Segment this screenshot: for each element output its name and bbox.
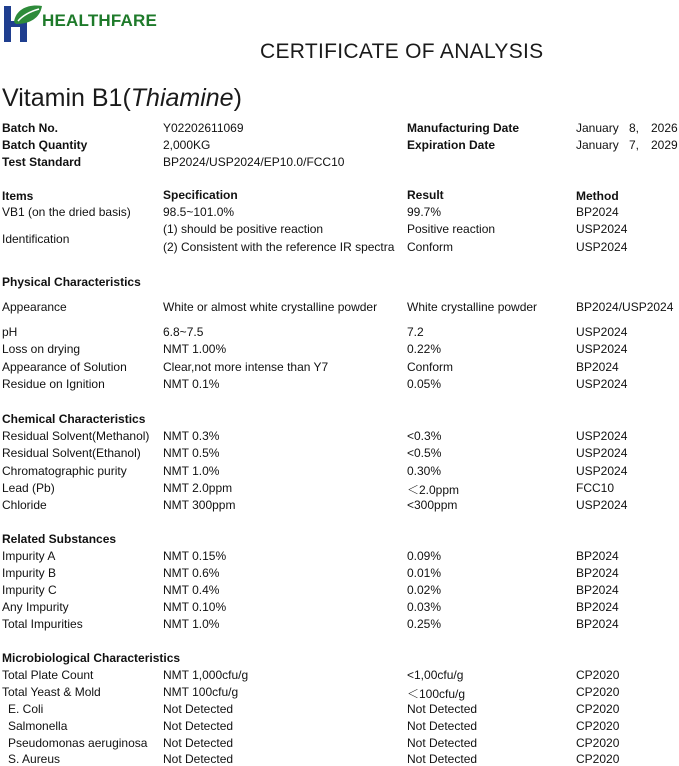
row-item: Salmonella xyxy=(8,719,68,733)
row-result: Not Detected xyxy=(407,752,478,766)
row-spec: NMT 0.3% xyxy=(163,429,220,443)
row-item: Appearance xyxy=(2,300,67,314)
row-spec: NMT 0.4% xyxy=(163,583,220,597)
healthfare-logo-icon xyxy=(2,2,46,46)
row-result: Not Detected xyxy=(407,736,478,750)
row-result: <0.5% xyxy=(407,446,442,460)
batch-qty-label: Batch Quantity xyxy=(2,138,88,152)
row-spec: NMT 1.0% xyxy=(163,617,220,631)
test-standard-label: Test Standard xyxy=(2,155,82,169)
column-header-result: Result xyxy=(407,188,444,202)
row-result: Conform xyxy=(407,360,454,374)
row-result: Not Detected xyxy=(407,719,478,733)
row-spec: NMT 1,000cfu/g xyxy=(163,668,249,682)
section-related: Related Substances xyxy=(2,532,117,546)
row-item: Residue on Ignition xyxy=(2,377,105,391)
row-spec: Clear,not more intense than Y7 xyxy=(163,360,329,374)
product-paren-open: ( xyxy=(122,84,131,112)
row-spec: 98.5~101.0% xyxy=(163,205,235,219)
row-spec: NMT 0.15% xyxy=(163,549,227,563)
row-result: ＜2.0ppm xyxy=(407,483,460,497)
mfg-date-year: 2026 xyxy=(651,121,678,135)
row-result: <1,00cfu/g xyxy=(407,668,464,682)
row-method: CP2020 xyxy=(576,668,620,682)
row-result: 0.01% xyxy=(407,566,442,580)
row-method: USP2024 xyxy=(576,240,628,254)
row-method: CP2020 xyxy=(576,719,620,733)
exp-date-year: 2029 xyxy=(651,138,678,152)
row-spec: NMT 0.10% xyxy=(163,600,227,614)
row-method: USP2024 xyxy=(576,429,628,443)
row-item: Total Yeast & Mold xyxy=(2,685,101,699)
row-spec: NMT 0.5% xyxy=(163,446,220,460)
row-result: 0.09% xyxy=(407,549,442,563)
exp-date-label: Expiration Date xyxy=(407,138,496,152)
row-spec: NMT 0.6% xyxy=(163,566,220,580)
brand-name: HEALTHFARE xyxy=(42,11,158,30)
row-method: BP2024 xyxy=(576,583,619,597)
row-spec: NMT 2.0ppm xyxy=(163,481,233,495)
row-item: Total Plate Count xyxy=(2,668,94,682)
mfg-date-month: January xyxy=(576,121,619,135)
row-method: BP2024 xyxy=(576,566,619,580)
row-result: 0.25% xyxy=(407,617,442,631)
row-item: Chromatographic purity xyxy=(2,464,127,478)
row-item: Impurity B xyxy=(2,566,57,580)
row-item: Pseudomonas aeruginosa xyxy=(8,736,148,750)
row-item: Identification xyxy=(2,232,70,246)
row-method: BP2024 xyxy=(576,360,619,374)
row-method: CP2020 xyxy=(576,702,620,716)
row-result: 0.03% xyxy=(407,600,442,614)
row-spec: (2) Consistent with the reference IR spectra xyxy=(163,240,395,254)
row-method: CP2020 xyxy=(576,752,620,766)
row-method: USP2024 xyxy=(576,464,628,478)
row-method: BP2024 xyxy=(576,205,619,219)
row-spec: Not Detected xyxy=(163,719,234,733)
product-name-italic: Thiamine xyxy=(130,84,234,112)
row-item: Appearance of Solution xyxy=(2,360,127,374)
row-result: Not Detected xyxy=(407,702,478,716)
row-method: CP2020 xyxy=(576,685,620,699)
mfg-date-day: 8, xyxy=(629,121,640,135)
row-method: BP2024 xyxy=(576,600,619,614)
row-spec: NMT 100cfu/g xyxy=(163,685,239,699)
exp-date-month: January xyxy=(576,138,619,152)
row-method: CP2020 xyxy=(576,736,620,750)
row-spec: 6.8~7.5 xyxy=(163,325,204,339)
row-method: USP2024 xyxy=(576,377,628,391)
row-item: Impurity A xyxy=(2,549,56,563)
row-result: <0.3% xyxy=(407,429,442,443)
row-result: 0.05% xyxy=(407,377,442,391)
row-spec: NMT 300ppm xyxy=(163,498,236,512)
row-item: Residual Solvent(Methanol) xyxy=(2,429,150,443)
column-header-items: Items xyxy=(2,189,34,203)
section-micro: Microbiological Characteristics xyxy=(2,651,181,665)
product-title xyxy=(2,84,242,113)
row-method: USP2024 xyxy=(576,222,628,236)
row-spec: NMT 1.00% xyxy=(163,342,227,356)
row-method: FCC10 xyxy=(576,481,615,495)
column-header-spec: Specification xyxy=(163,188,238,202)
row-item: Residual Solvent(Ethanol) xyxy=(2,446,141,460)
section-physical: Physical Characteristics xyxy=(2,275,141,289)
row-spec: White or almost white crystalline powder xyxy=(163,300,378,314)
row-result: White crystalline powder xyxy=(407,300,538,314)
row-spec: Not Detected xyxy=(163,702,234,716)
row-item: pH xyxy=(2,325,18,339)
column-header-method: Method xyxy=(576,189,619,203)
row-method: BP2024 xyxy=(576,549,619,563)
mfg-date-label: Manufacturing Date xyxy=(407,121,520,135)
row-spec: Not Detected xyxy=(163,752,234,766)
batch-qty-value: 2,000KG xyxy=(163,138,211,152)
row-result: Positive reaction xyxy=(407,222,496,236)
row-item: E. Coli xyxy=(8,702,44,716)
row-result: 99.7% xyxy=(407,205,442,219)
row-method: USP2024 xyxy=(576,446,628,460)
row-spec: NMT 1.0% xyxy=(163,464,220,478)
row-method: USP2024 xyxy=(576,342,628,356)
row-spec: NMT 0.1% xyxy=(163,377,220,391)
row-item: Any Impurity xyxy=(2,600,69,614)
batch-no-label: Batch No. xyxy=(2,121,59,135)
row-item: Chloride xyxy=(2,498,47,512)
row-result: Conform xyxy=(407,240,454,254)
row-result: ＜100cfu/g xyxy=(407,687,466,701)
row-method: BP2024 xyxy=(576,617,619,631)
product-name: Vitamin B1 xyxy=(2,84,123,112)
row-result: 0.30% xyxy=(407,464,442,478)
batch-no-value: Y02202611069 xyxy=(163,121,244,135)
row-spec: Not Detected xyxy=(163,736,234,750)
row-result: 7.2 xyxy=(407,325,424,339)
row-result: 0.02% xyxy=(407,583,442,597)
row-result: 0.22% xyxy=(407,342,442,356)
section-chemical: Chemical Characteristics xyxy=(2,412,146,426)
product-paren-close: ) xyxy=(233,84,242,112)
row-item: Impurity C xyxy=(2,583,57,597)
row-item: Lead (Pb) xyxy=(2,481,55,495)
row-result: <300ppm xyxy=(407,498,458,512)
document-title: CERTIFICATE OF ANALYSIS xyxy=(260,40,544,63)
row-item: Loss on drying xyxy=(2,342,81,356)
row-item: VB1 (on the dried basis) xyxy=(2,205,131,219)
row-method: USP2024 xyxy=(576,498,628,512)
row-method: USP2024 xyxy=(576,325,628,339)
row-item: S. Aureus xyxy=(8,752,61,766)
row-method: BP2024/USP2024 xyxy=(576,300,674,314)
row-item: Total Impurities xyxy=(2,617,83,631)
row-spec: (1) should be positive reaction xyxy=(163,222,324,236)
exp-date-day: 7, xyxy=(629,138,640,152)
test-standard-value: BP2024/USP2024/EP10.0/FCC10 xyxy=(163,155,345,169)
